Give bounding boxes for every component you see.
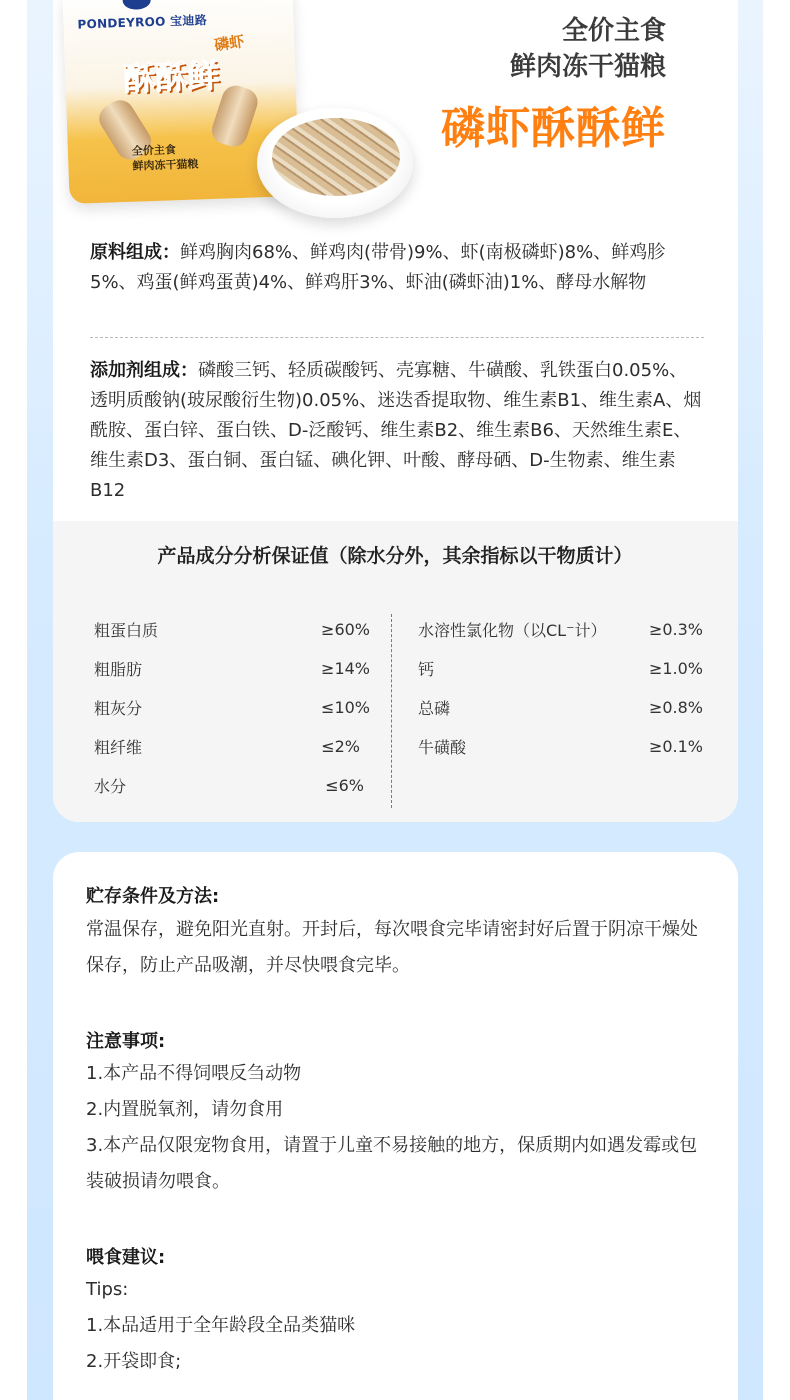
ingredients-label: 原料组成： — [90, 242, 180, 263]
notes-item: 2.内置脱氧剂，请勿食用 — [86, 1099, 284, 1120]
nutrient-value: ≤6% — [325, 776, 364, 795]
nutrient-name: 粗蛋白质 — [94, 621, 159, 640]
notes-list — [86, 1056, 706, 1200]
nutrient-name: 钙 — [418, 660, 435, 679]
nutrient-value: ≤10% — [321, 698, 370, 717]
nutrient-value: ≥0.8% — [648, 698, 703, 717]
analysis-row — [418, 688, 703, 727]
storage-text: 常温保存，避免阳光直射。开封后，每次喂食完毕请密封好后置于阴凉干燥处保存，防止产品吸潮，并尽快喂食完毕。 — [86, 919, 698, 976]
additives-text: 磷酸三钙、轻质碳酸钙、壳寡糖、牛磺酸、乳铁蛋白0.05%、透明质酸钠(玻尿酸衍生物)0.05%、迷迭香提取物、维生素B1、维生素A、烟酰胺、蛋白锌、蛋白铁、D-泛酸钙、维生素B2、维生素B6、天然维生素E、维生素D3、蛋白铜、蛋白锰、碘化钾、叶酸、酵母硒、D-生物素、维生素B12 — [90, 360, 702, 501]
nutrient-name: 水分 — [94, 777, 127, 796]
dashed-divider — [90, 337, 704, 338]
nutrient-value: ≥1.0% — [648, 659, 703, 678]
feeding-tips-label: Tips: — [86, 1279, 129, 1300]
package-title: 酥酥鲜 — [122, 56, 221, 98]
column-divider — [391, 614, 392, 808]
package-subtitle-line2: 鲜肉冻干猫粮 — [132, 157, 199, 173]
package-subtitle — [132, 141, 199, 173]
analysis-row — [94, 766, 370, 805]
ingredients-paragraph — [90, 238, 702, 298]
nutrient-name: 粗脂肪 — [94, 660, 143, 679]
additives-label: 添加剂组成： — [90, 360, 198, 381]
nutrient-value: ≥0.3% — [648, 620, 703, 639]
notes-item: 3.本产品仅限宠物食用，请置于儿童不易接触的地方，保质期内如遇发霉或包装破损请勿喂食。 — [86, 1135, 698, 1192]
analysis-row — [418, 727, 703, 766]
hero-line-1: 全价主食 — [561, 16, 666, 46]
ingredients-text: 鲜鸡胸肉68%、鲜鸡肉(带骨)9%、虾(南极磷虾)8%、鲜鸡胗5%、鸡蛋(鲜鸡蛋黄)4%、鲜鸡肝3%、虾油(磷虾油)1%、酵母水解物 — [90, 242, 666, 293]
feeding-item: 1.本品适用于全年龄段全品类猫咪 — [86, 1315, 356, 1336]
package-subtitle-line1: 全价主食 — [131, 143, 177, 158]
additives-paragraph — [90, 356, 702, 506]
analysis-title: 产品成分分析保证值（除水分外，其余指标以干物质计） — [157, 545, 633, 567]
nutrient-name: 水溶性氯化物（以CL⁻计） — [418, 621, 607, 640]
storage-heading: 贮存条件及方法: — [86, 886, 220, 907]
feeding-list — [86, 1272, 706, 1380]
hero-line-2: 鲜肉冻干猫粮 — [509, 52, 666, 82]
nutrient-value: ≥14% — [321, 659, 370, 678]
nutrient-name: 粗纤维 — [94, 738, 143, 757]
nutrient-value: ≥0.1% — [648, 737, 703, 756]
nutrient-name: 粗灰分 — [94, 699, 143, 718]
nutrient-value: ≥60% — [321, 620, 370, 639]
nutrient-name: 牛磺酸 — [418, 738, 467, 757]
nutrient-value: ≤2% — [321, 737, 360, 756]
notes-item: 1.本产品不得饲喂反刍动物 — [86, 1063, 302, 1084]
kibble-pile-image — [272, 118, 400, 196]
analysis-left-column — [94, 610, 370, 805]
hero-product-name: 磷虾酥酥鲜 — [441, 103, 666, 154]
brand-logo: PONDEYROO 宝迪路 — [77, 13, 208, 32]
feeding-heading: 喂食建议: — [86, 1247, 166, 1268]
nutrient-name: 总磷 — [418, 699, 451, 718]
analysis-row — [94, 727, 370, 766]
notes-heading: 注意事项: — [86, 1031, 166, 1052]
analysis-row — [418, 649, 703, 688]
analysis-row — [418, 610, 703, 649]
package-flavor: 磷虾 — [213, 32, 246, 55]
analysis-row — [94, 649, 370, 688]
analysis-right-column — [418, 610, 703, 766]
analysis-row — [94, 688, 370, 727]
feeding-item: 2.开袋即食; — [86, 1351, 182, 1372]
analysis-row — [94, 610, 370, 649]
brand-badge-icon — [122, 0, 151, 10]
